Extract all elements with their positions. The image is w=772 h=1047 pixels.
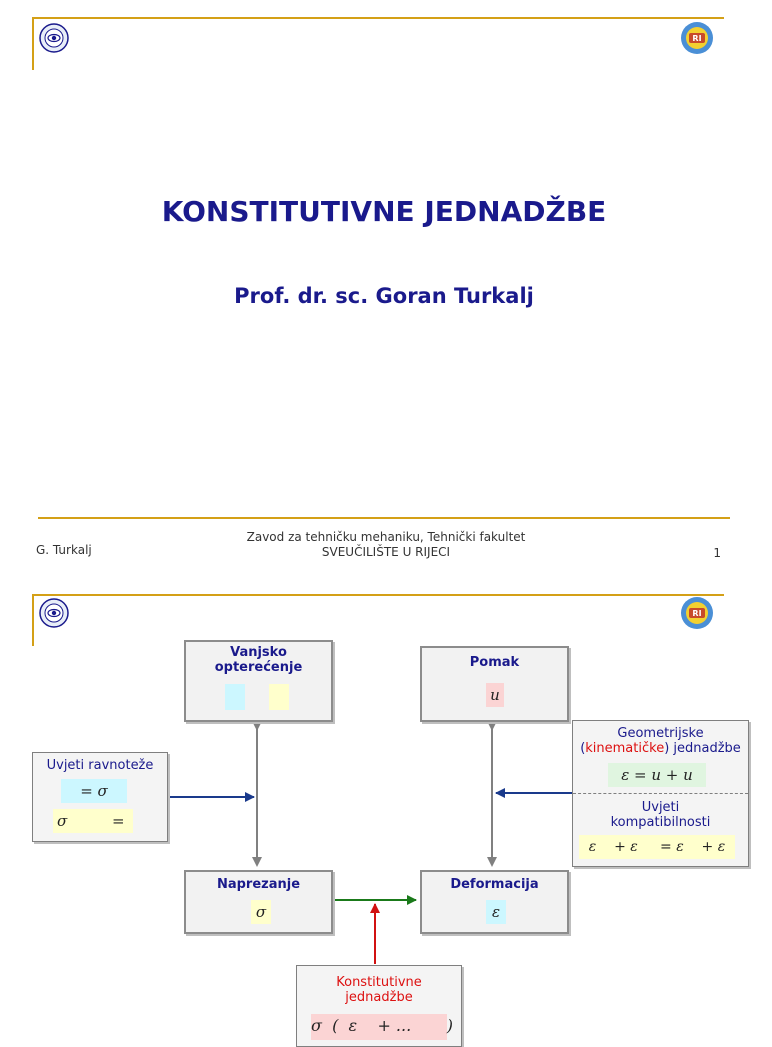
- equilibrium-label: Uvjeti ravnoteže: [46, 758, 154, 773]
- diagram-slide: [0, 586, 768, 1035]
- external-load-box: [184, 640, 333, 722]
- page-number: 1: [713, 546, 721, 560]
- constitutive-label-line2: jednadžbe: [345, 990, 413, 1005]
- footer-rule: [38, 517, 730, 519]
- geometric-compatibility-box: [572, 720, 749, 867]
- constitutive-box: [296, 965, 462, 1047]
- top-rule: [32, 17, 724, 19]
- load-math-yellow: [269, 684, 289, 710]
- displacement-label: Pomak: [469, 655, 520, 670]
- geometric-paren-open: (: [580, 741, 586, 756]
- constitutive-label-line1: Konstitutivne: [336, 975, 422, 990]
- constitutive-eq: σ ( ε + ... ): [311, 1014, 447, 1040]
- svg-text:RI: RI: [692, 609, 702, 618]
- stress-box: [184, 870, 333, 934]
- load-math-cyan: [225, 684, 245, 710]
- compatibility-label: [573, 800, 748, 830]
- footer-author: G. Turkalj: [36, 543, 92, 557]
- constitutive-label: [297, 975, 461, 1005]
- strain-math: ε: [486, 900, 506, 924]
- compatibility-eq: ε + ε = ε + ε: [579, 835, 735, 859]
- stress-label: Naprezanje: [216, 877, 301, 892]
- external-load-label-line1: Vanjsko: [230, 645, 287, 660]
- equilibrium-eq2: [53, 809, 133, 833]
- kinematic-label: kinematičke: [585, 741, 665, 756]
- geometric-paren-close: ) jednadžbe: [664, 741, 741, 756]
- presentation-title: KONSTITUTIVNE JEDNADŽBE: [161, 195, 607, 228]
- equilibrium-eq2-left: σ: [57, 812, 68, 830]
- faculty-logo-icon: [680, 21, 714, 55]
- section-divider: [573, 793, 748, 794]
- geometric-label-line1: Geometrijske: [617, 726, 704, 741]
- footer-institution: [0, 530, 772, 560]
- left-rule: [32, 17, 34, 70]
- equilibrium-eq2-right: =: [112, 812, 125, 830]
- presentation-author: Prof. dr. sc. Goran Turkalj: [234, 284, 534, 308]
- strain-box: [420, 870, 569, 934]
- equilibrium-box: [32, 752, 168, 842]
- compatibility-label-line2: kompatibilnosti: [610, 815, 711, 830]
- displacement-box: [420, 646, 569, 722]
- svg-text:RI: RI: [692, 34, 702, 43]
- university-seal-icon: [39, 23, 69, 53]
- geometric-label: [573, 726, 748, 756]
- stress-math: σ: [251, 900, 271, 924]
- strain-label: Deformacija: [450, 877, 539, 892]
- footer-institution-line1: Zavod za tehničku mehaniku, Tehnički fakultet: [246, 530, 526, 544]
- displacement-math: u: [486, 683, 504, 707]
- external-load-label: [186, 645, 331, 675]
- external-load-label-line2: opterećenje: [214, 660, 303, 675]
- equilibrium-eq1: = σ: [61, 779, 127, 803]
- geometric-label-line2: [573, 741, 748, 756]
- compatibility-label-line1: Uvjeti: [641, 800, 680, 815]
- footer-institution-line2: SVEUČILIŠTE U RIJECI: [321, 545, 451, 559]
- geometric-eq: ε = u + u: [608, 763, 706, 787]
